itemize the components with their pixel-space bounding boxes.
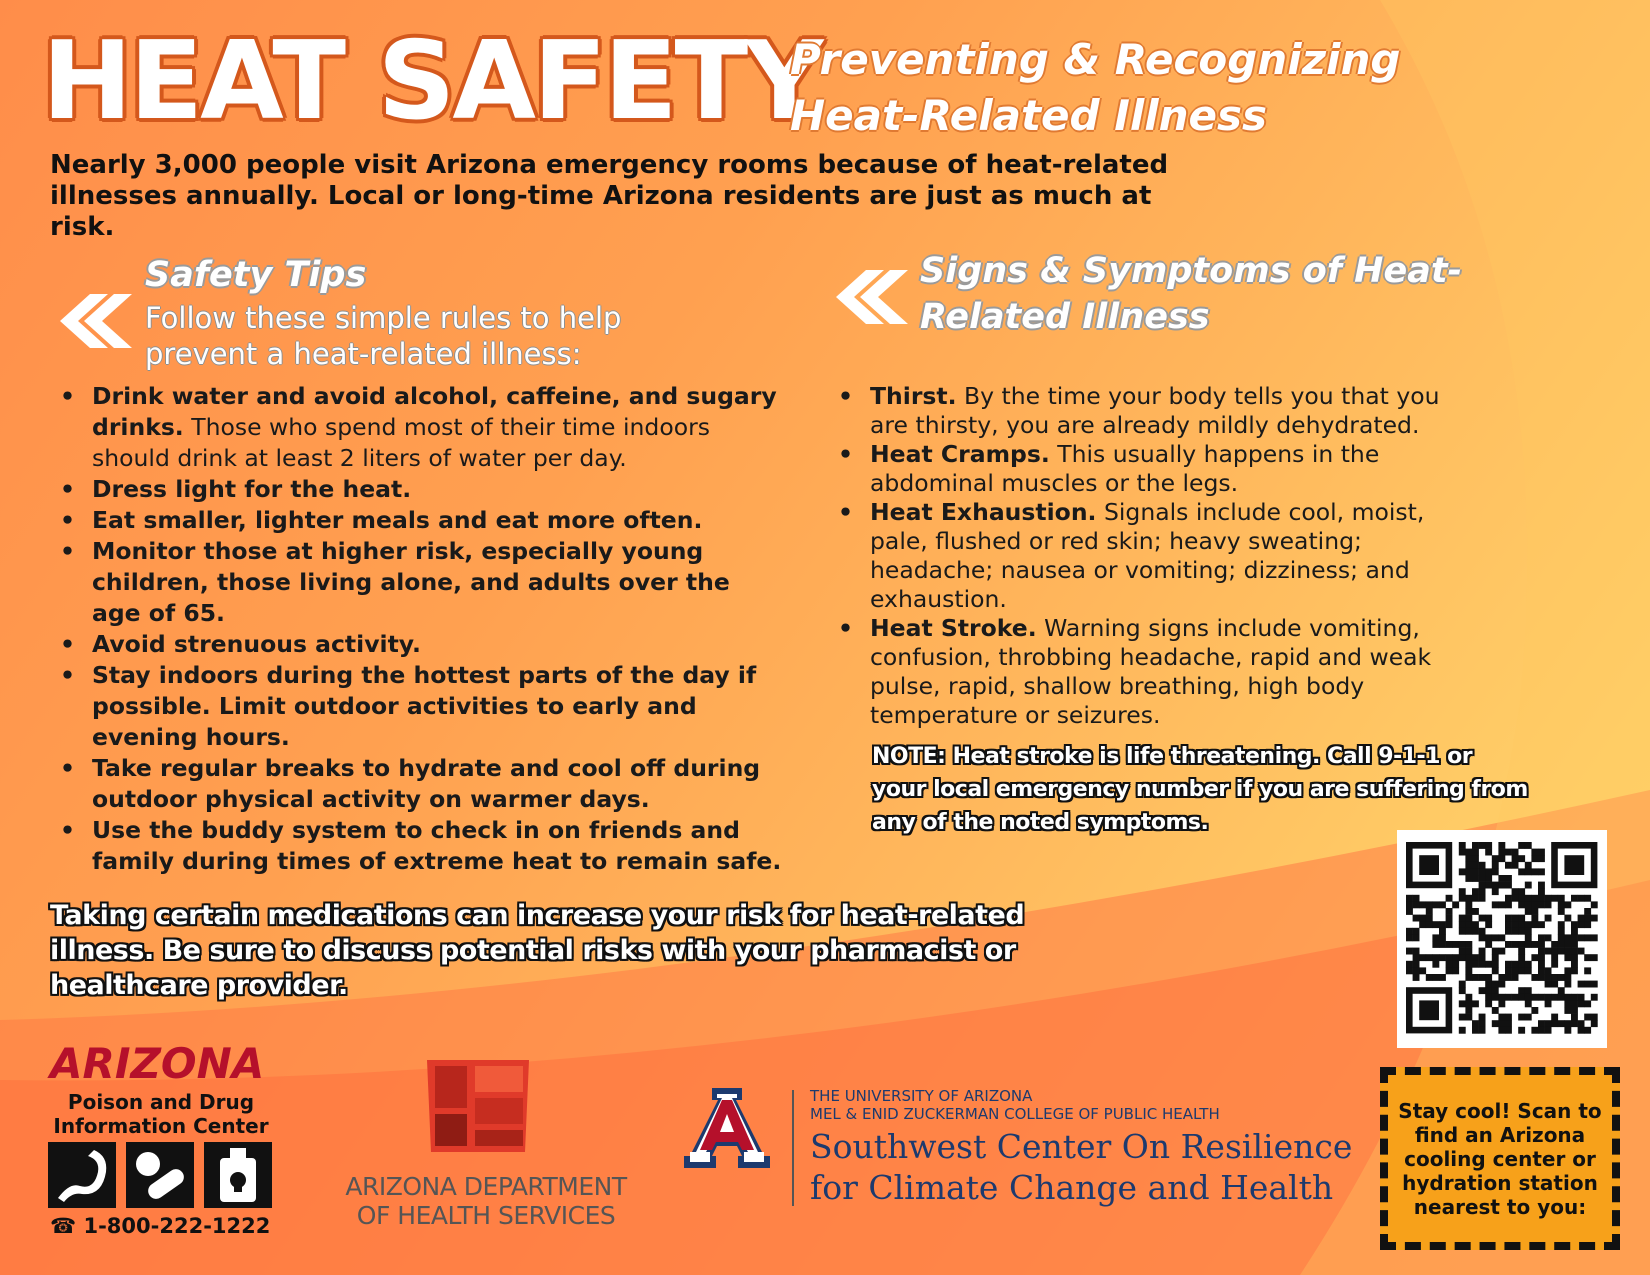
sign-text: By the time your body tells you that you are thirsty, you are already mildly dehydrated. <box>870 382 1440 439</box>
phone-icon: ☎ <box>50 1214 77 1238</box>
signs-list <box>830 382 1480 730</box>
sign-text: Warning signs include vomiting, confusion, throbbing headache, rapid and weak pulse, rapid, shallow breathing, high body temperature or seizures. <box>870 614 1432 729</box>
list-item <box>830 614 1480 730</box>
tip-bold: Take regular breaks to hydrate and cool off during outdoor physical activity on warmer days. <box>92 754 761 813</box>
university-a-logo-icon <box>682 1086 772 1170</box>
medications-note: Taking certain medications can increase your risk for heat-related illness. Be sure to discuss potential risks with your pharmacist or healthcare provider. <box>50 900 1025 1001</box>
tip-bold: Drink water and avoid alcohol, caffeine, and sugary drinks. <box>92 382 777 441</box>
subtitle-line-1: Preventing & Recognizing <box>790 35 1401 84</box>
poison-center-logo-title: ARIZONA <box>50 1039 265 1088</box>
page-title: HEAT SAFETY <box>42 19 821 144</box>
adhs-line-2: OF HEALTH SERVICES <box>356 1201 616 1230</box>
pills-icon <box>126 1142 194 1208</box>
qr-code[interactable] <box>1397 830 1607 1048</box>
ua-center-line-2: for Climate Change and Health <box>810 1168 1334 1207</box>
scan-text: Stay cool! Scan to find an Arizona cooling center or hydration station nearest to you: <box>1398 1098 1602 1219</box>
scan-instructions <box>1380 1067 1620 1250</box>
subtitle-line-2: Heat-Related Illness <box>790 91 1268 140</box>
list-item <box>52 629 782 660</box>
snake-icon <box>48 1142 116 1208</box>
list-item <box>52 815 782 877</box>
heat-stroke-note: NOTE: Heat stroke is life threatening. Call 9-1-1 or your local emergency number if you are suffering from any of the noted symptoms. <box>872 744 1528 835</box>
list-item <box>52 753 782 815</box>
list-item <box>52 505 782 536</box>
ua-line-1: THE UNIVERSITY OF ARIZONA <box>810 1087 1033 1105</box>
phone-number: 1-800-222-1222 <box>83 1214 271 1238</box>
ua-center-line-1: Southwest Center On Resilience <box>810 1127 1353 1166</box>
tip-bold: Monitor those at higher risk, especially young children, those living alone, and adults over the age of 65. <box>92 537 730 627</box>
poison-center-phone[interactable] <box>50 1213 270 1239</box>
tip-bold: Use the buddy system to check in on friends and family during times of extreme heat to remain safe. <box>92 816 782 875</box>
list-item <box>830 382 1480 440</box>
adhs-logo-icon <box>425 1058 533 1154</box>
qr-code-icon <box>1397 830 1607 1048</box>
adhs-name <box>336 1172 636 1230</box>
list-item <box>830 440 1480 498</box>
poison-bottle-icon <box>204 1142 272 1208</box>
adhs-line-1: ARIZONA DEPARTMENT <box>345 1172 627 1201</box>
chevron-left-icon <box>50 290 132 352</box>
page-subtitle <box>790 32 1490 144</box>
list-item <box>52 536 782 629</box>
safety-tips-heading: Safety Tips <box>145 255 367 295</box>
tip-bold: Avoid strenuous activity. <box>92 630 421 658</box>
tip-bold: Eat smaller, lighter meals and eat more often. <box>92 506 703 534</box>
ua-center-name <box>810 1126 1370 1208</box>
list-item <box>830 498 1480 614</box>
sign-text: This usually happens in the abdominal muscles or the legs. <box>870 440 1380 497</box>
tip-bold: Dress light for the heat. <box>92 475 412 503</box>
tip-text: Those who spend most of their time indoors should drink at least 2 liters of water per day. <box>92 413 710 472</box>
tip-bold: Stay indoors during the hottest parts of the day if possible. Limit outdoor activities to early and evening hours. <box>92 661 757 751</box>
ua-line-2: MEL & ENID ZUCKERMAN COLLEGE OF PUBLIC HEALTH <box>810 1105 1220 1123</box>
chevron-left-icon <box>826 266 908 328</box>
logo-divider <box>792 1090 794 1206</box>
intro-text: Nearly 3,000 people visit Arizona emergency rooms because of heat-related illnesses annually. Local or long-time Arizona residents are just as much at risk. <box>50 150 1169 242</box>
list-item <box>52 660 782 753</box>
safety-tips-list <box>52 381 782 877</box>
sign-bold: Heat Stroke. <box>870 614 1037 642</box>
sign-text: Signals include cool, moist, pale, flushed or red skin; heavy sweating; headache; nausea or vomiting; dizziness; and exhaustion. <box>870 498 1425 613</box>
sign-bold: Thirst. <box>870 382 957 410</box>
safety-tips-subheading: Follow these simple rules to help prevent a heat-related illness: <box>145 301 622 371</box>
signs-heading: Signs & Symptoms of Heat-Related Illness <box>920 251 1463 337</box>
sign-bold: Heat Exhaustion. <box>870 498 1097 526</box>
list-item <box>52 474 782 505</box>
poison-center-icons <box>48 1142 272 1208</box>
list-item <box>52 381 782 474</box>
sign-bold: Heat Cramps. <box>870 440 1050 468</box>
poison-center-subtitle: Poison and Drug Information Center <box>53 1090 269 1138</box>
